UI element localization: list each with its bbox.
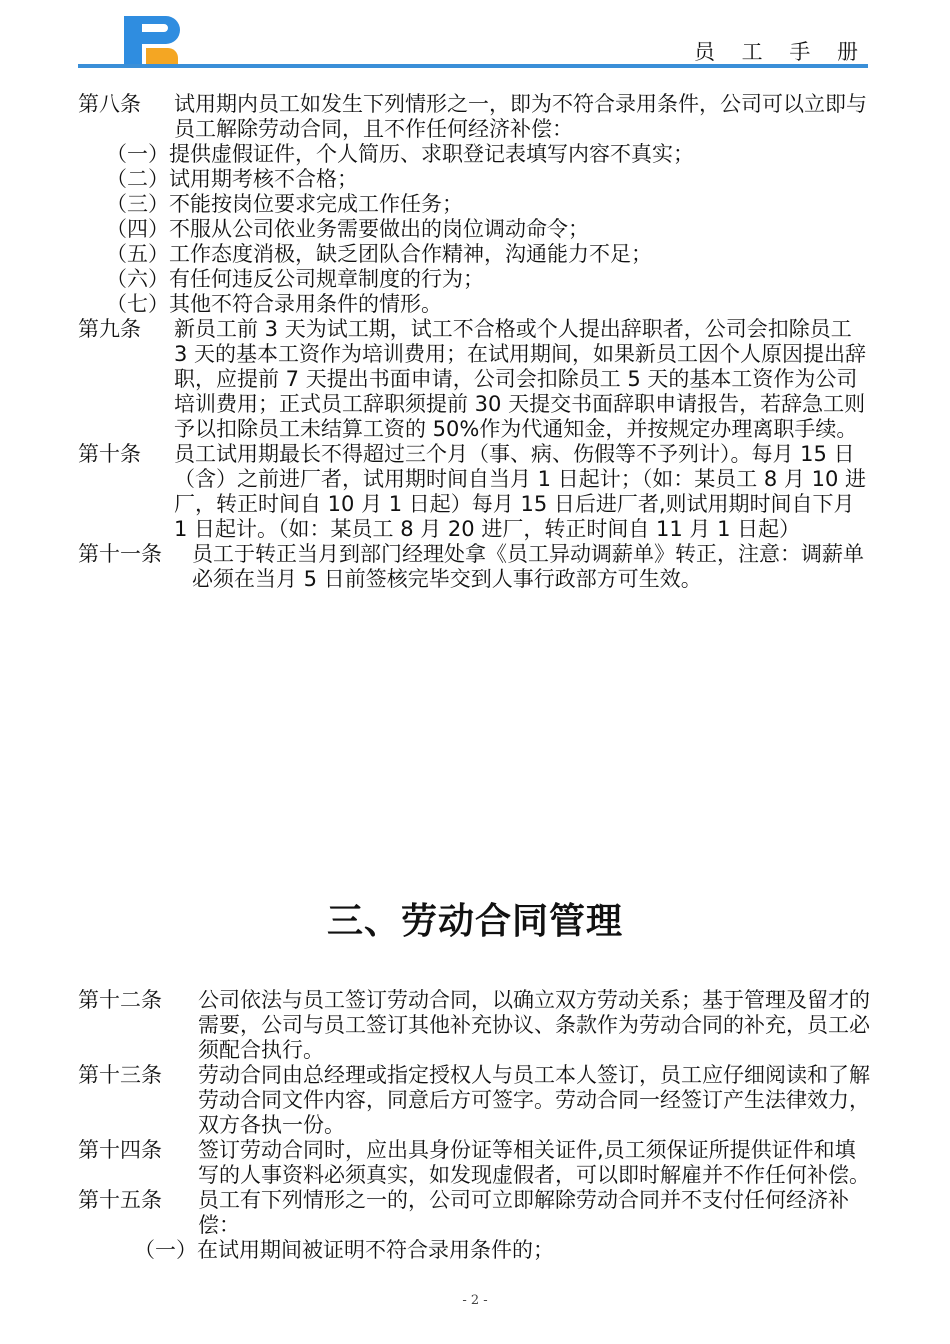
article-label: 第十四条 xyxy=(78,1138,162,1162)
section-title: 三、劳动合同管理 xyxy=(326,901,623,942)
handbook-title: 员 工 手 册 xyxy=(693,40,868,64)
article-text: 公司依法与员工签订劳动合同，以确立双方劳动关系；基于管理及留才的需要，公司与员工签订其他补充协议、条款作为劳动合同的补充，员工必须配合执行。 xyxy=(198,988,870,1062)
article-9 xyxy=(78,317,870,442)
item-text: 其他不符合录用条件的情形。 xyxy=(169,292,442,316)
item-text: 不能按岗位要求完成工作任务； xyxy=(169,192,463,216)
item-label: （七） xyxy=(106,292,169,316)
article-text: 劳动合同由总经理或指定授权人与员工本人签订，员工应仔细阅读和了解劳动合同文件内容，同意后方可签字。劳动合同一经签订产生法律效力，双方各执一份。 xyxy=(198,1063,870,1137)
article-label: 第十三条 xyxy=(78,1063,162,1087)
item-text: 有任何违反公司规章制度的行为； xyxy=(169,267,484,291)
item-text: 在试用期间被证明不符合录用条件的； xyxy=(197,1238,554,1262)
article-8 xyxy=(78,92,870,142)
article-15 xyxy=(78,1188,870,1238)
list-item xyxy=(78,292,870,317)
item-label: （五） xyxy=(106,242,169,266)
articles-section-2 xyxy=(78,92,870,592)
article-label: 第十二条 xyxy=(78,988,162,1012)
list-item xyxy=(78,142,870,167)
list-item xyxy=(78,242,870,267)
article-text: 员工试用期最长不得超过三个月（事、病、伤假等不予列计）。每月 15 日（含）之前进厂者，试用期时间自当月 1 日起计；（如：某员工 8 月 10 进厂，转正时间自 10 月 1 日起）每月 15 日后进厂者,则试用期时间自下月 1 日起计。（如：某员工 8 月 20 进厂，转正时间自 11 月 1 日起） xyxy=(174,442,866,541)
article-label: 第十一条 xyxy=(78,542,162,566)
page-number: - 2 - xyxy=(462,1293,488,1308)
article-text: 签订劳动合同时，应出具身份证等相关证件,员工须保证所提供证件和填写的人事资料必须真实，如发现虚假者，可以即时解雇并不作任何补偿。 xyxy=(198,1138,870,1187)
list-item xyxy=(78,267,870,292)
item-label: （三） xyxy=(106,192,169,216)
item-label: （一） xyxy=(106,142,169,166)
article-text: 新员工前 3 天为试工期，试工不合格或个人提出辞职者，公司会扣除员工 3 天的基本工资作为培训费用；在试用期间，如果新员工因个人原因提出辞职，应提前 7 天提出书面申请，公司会扣除员工 5 天的基本工资作为公司培训费用；正式员工辞职须提前 30 天提交书面辞职申请报告，若辞急工则予以扣除员工未结算工资的 50%作为代通知金，并按规定办理离职手续。 xyxy=(174,317,867,441)
article-text: 试用期内员工如发生下列情形之一，即为不符合录用条件，公司可以立即与员工解除劳动合同，且不作任何经济补偿： xyxy=(174,92,867,141)
article-14 xyxy=(78,1138,870,1188)
list-item xyxy=(78,1238,870,1263)
list-item xyxy=(78,167,870,192)
articles-section-3 xyxy=(78,988,870,1263)
item-label: （二） xyxy=(106,167,169,191)
article-12 xyxy=(78,988,870,1063)
item-text: 试用期考核不合格； xyxy=(169,167,358,191)
article-label: 第八条 xyxy=(78,92,141,116)
item-label: （一） xyxy=(134,1238,197,1262)
article-label: 第九条 xyxy=(78,317,141,341)
article-text: 员工有下列情形之一的，公司可立即解除劳动合同并不支付任何经济补偿： xyxy=(198,1188,849,1237)
item-label: （四） xyxy=(106,217,169,241)
article-11 xyxy=(78,542,870,592)
article-label: 第十五条 xyxy=(78,1188,162,1212)
item-text: 提供虚假证件，个人简历、求职登记表填写内容不真实； xyxy=(169,142,694,166)
header-rule xyxy=(78,64,868,68)
list-item xyxy=(78,192,870,217)
article-13 xyxy=(78,1063,870,1138)
article-label: 第十条 xyxy=(78,442,141,466)
page-header xyxy=(78,8,868,68)
item-label: （六） xyxy=(106,267,169,291)
item-text: 工作态度消极，缺乏团队合作精神，沟通能力不足； xyxy=(169,242,652,266)
company-logo xyxy=(120,10,182,72)
article-text: 员工于转正当月到部门经理处拿《员工异动调薪单》转正，注意：调薪单必须在当月 5 日前签核完毕交到人事行政部方可生效。 xyxy=(192,542,864,591)
list-item xyxy=(78,217,870,242)
item-text: 不服从公司依业务需要做出的岗位调动命令； xyxy=(169,217,589,241)
article-10 xyxy=(78,442,870,542)
